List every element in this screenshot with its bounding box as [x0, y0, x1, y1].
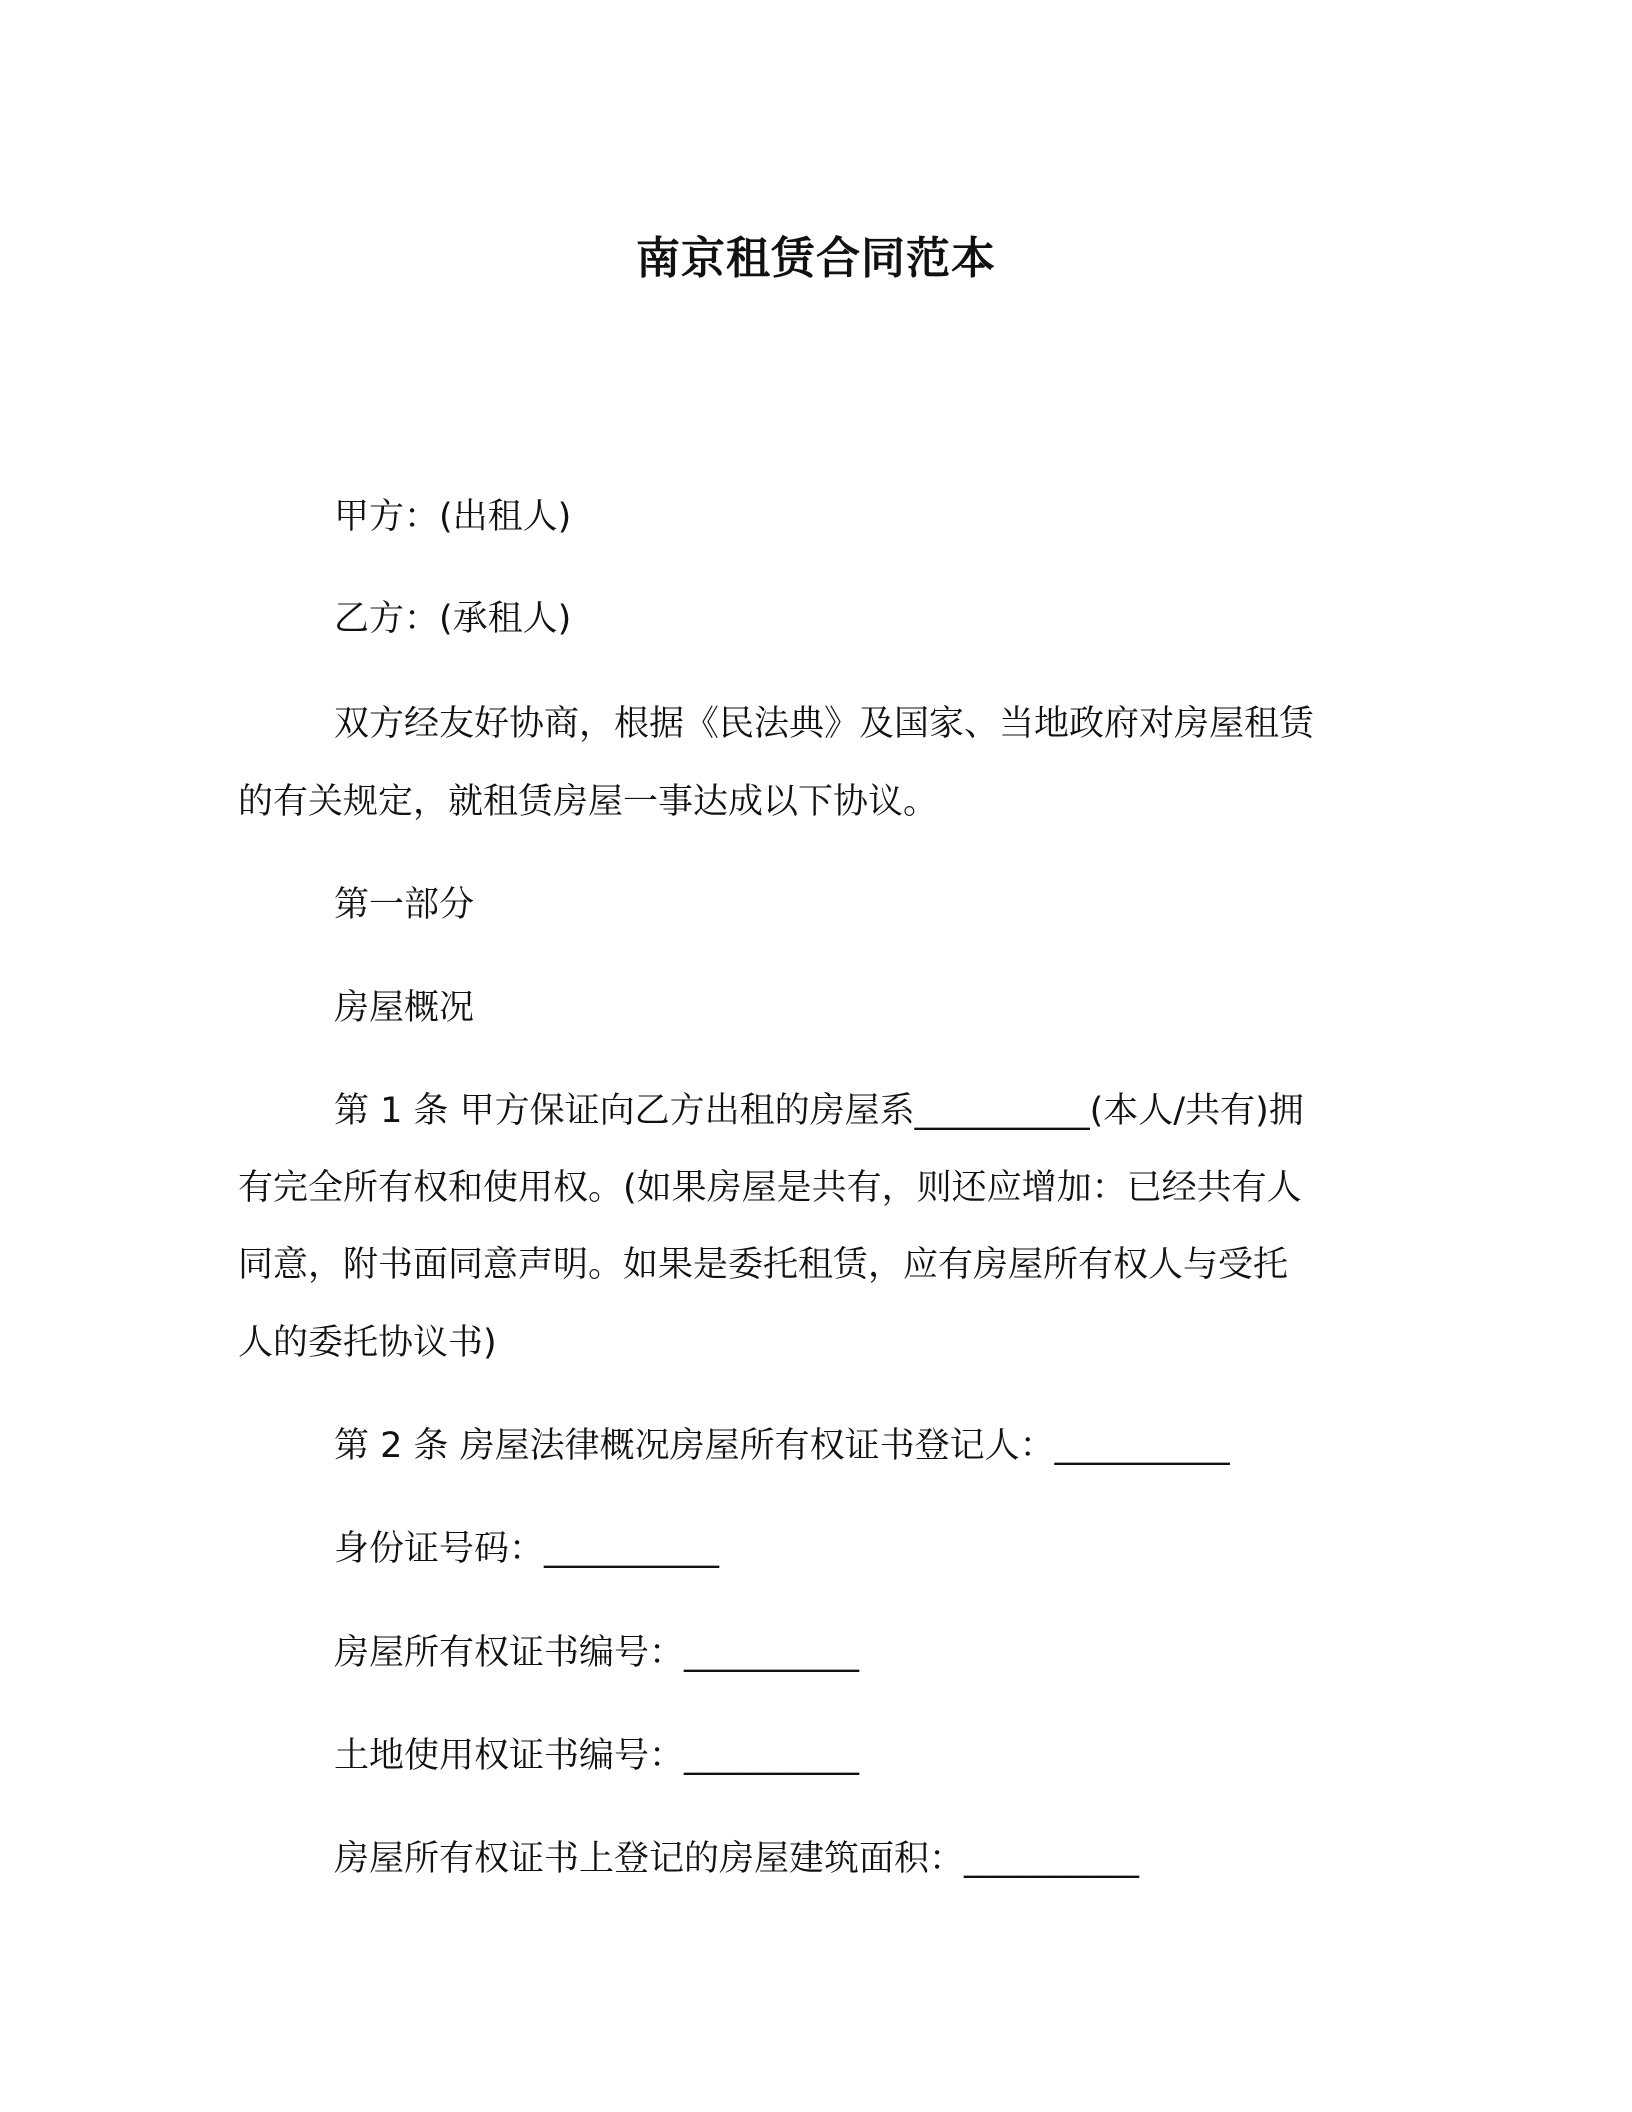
land-certificate-line: 土地使用权证书编号：__________ [334, 1736, 860, 1776]
party-b-line: 乙方：(承租人) [334, 599, 572, 639]
preamble-line-2: 的有关规定，就租赁房屋一事达成以下协议。 [238, 782, 939, 822]
document-title: 南京租赁合同范本 [636, 233, 996, 284]
part-heading: 第一部分 [334, 885, 475, 925]
article-1-line-1: 第 1 条 甲方保证向乙方出租的房屋系__________(本人/共有)拥 [334, 1091, 1304, 1131]
article-1-line-4: 人的委托协议书) [238, 1323, 497, 1363]
property-certificate-line: 房屋所有权证书编号：__________ [334, 1633, 860, 1673]
building-area-line: 房屋所有权证书上登记的房屋建筑面积：__________ [334, 1839, 1140, 1879]
preamble-line-1: 双方经友好协商，根据《民法典》及国家、当地政府对房屋租赁 [334, 704, 1315, 744]
article-1-line-2: 有完全所有权和使用权。(如果房屋是共有，则还应增加：已经共有人 [238, 1168, 1302, 1208]
party-a-line: 甲方：(出租人) [334, 497, 572, 537]
article-1-line-3: 同意，附书面同意声明。如果是委托租赁，应有房屋所有权人与受托 [238, 1245, 1289, 1285]
article-2-line: 第 2 条 房屋法律概况房屋所有权证书登记人：__________ [334, 1426, 1230, 1466]
id-number-line: 身份证号码：__________ [334, 1529, 720, 1569]
section-heading: 房屋概况 [334, 988, 475, 1028]
